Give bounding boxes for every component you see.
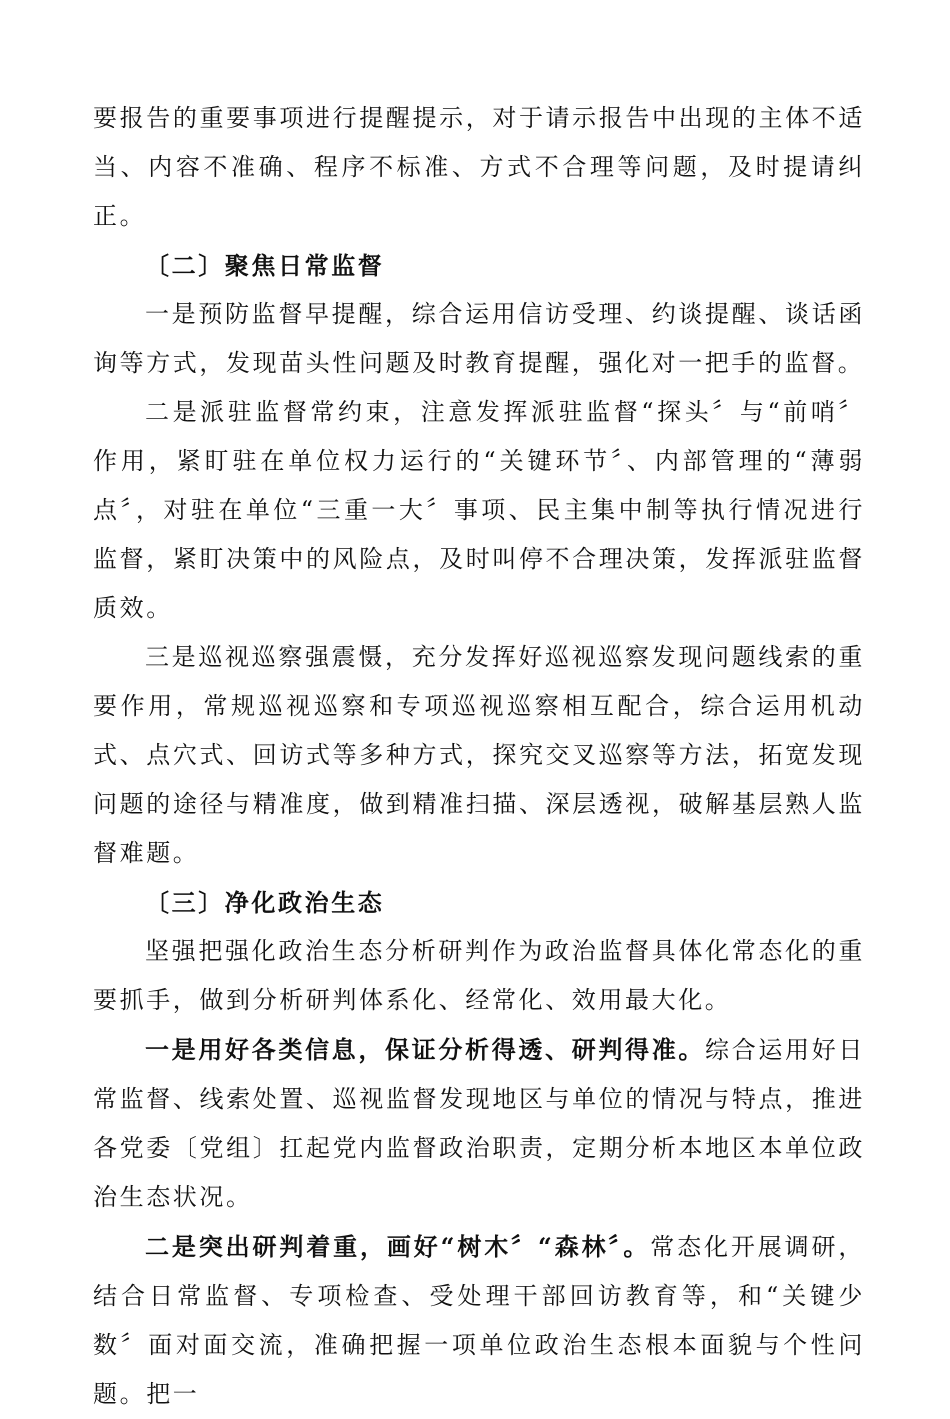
paragraph-text: 二是派驻监督常约束，注意发挥派驻监督“探头〞与“前哨〞作用，紧盯驻在单位权力运行的“关键环节〞、内部管理的“薄弱点〞，对驻在单位“三重一大〞事项、民主集中制等执行情况进行监督，紧盯决策中的风险点，及时叫停不合理决策，发挥派驻监督质效。 bbox=[93, 398, 865, 622]
paragraph-lead-bold: 二是突出研判着重，画好“树木〞“森林〞。 bbox=[145, 1232, 651, 1261]
heading-text: 〔三〕净化政治生态 bbox=[145, 888, 385, 917]
section-heading-political-ecology bbox=[93, 878, 865, 927]
paragraph-text: 坚强把强化政治生态分析研判作为政治监督具体化常态化的重要抓手，做到分析研判体系化、经常化、效用最大化。 bbox=[93, 937, 865, 1014]
paragraph-text: 常态化开展调研，结合日常监督、专项检查、受处理干部回访教育等，和“关键少数〞面对面交流，准确把握一项单位政治生态根本面貌与个性问题。把一 bbox=[93, 1233, 865, 1408]
paragraph-text: 综合运用好日常监督、线索处置、巡视监督发现地区与单位的情况与特点，推进各党委〔党组〕扛起党内监督政治职责，定期分析本地区本单位政治生态状况。 bbox=[93, 1036, 865, 1211]
section-heading-daily-supervision bbox=[93, 241, 865, 290]
paragraph-text: 要报告的重要事项进行提醒提示，对于请示报告中出现的主体不适当、内容不准确、程序不标准、方式不合理等问题，及时提请纠正。 bbox=[93, 104, 865, 230]
paragraph-lead-bold: 一是用好各类信息，保证分析得透、研判得准。 bbox=[145, 1035, 706, 1064]
heading-text: 〔二〕聚焦日常监督 bbox=[145, 251, 385, 280]
paragraph-text: 三是巡视巡察强震慑，充分发挥好巡视巡察发现问题线索的重要作用，常规巡视巡察和专项巡视巡察相互配合，综合运用机动式、点穴式、回访式等多种方式，探究交叉巡察等方法，拓宽发现问题的途径与精准度，做到精准扫描、深层透视，破解基层熟人监督难题。 bbox=[93, 643, 865, 867]
paragraph-political-ecology-analysis bbox=[93, 927, 865, 1025]
paragraph-inspection-deterrence bbox=[93, 633, 865, 878]
paragraph-text: 一是预防监督早提醒，综合运用信访受理、约谈提醒、谈话函询等方式，发现苗头性问题及时教育提醒，强化对一把手的监督。 bbox=[93, 300, 865, 377]
paragraph-prevention-supervision bbox=[93, 290, 865, 388]
paragraph-dispatched-supervision bbox=[93, 388, 865, 633]
document-body bbox=[93, 94, 865, 1419]
paragraph-report-reminder bbox=[93, 94, 865, 241]
paragraph-use-information bbox=[93, 1025, 865, 1222]
paragraph-trees-and-forest bbox=[93, 1222, 865, 1419]
